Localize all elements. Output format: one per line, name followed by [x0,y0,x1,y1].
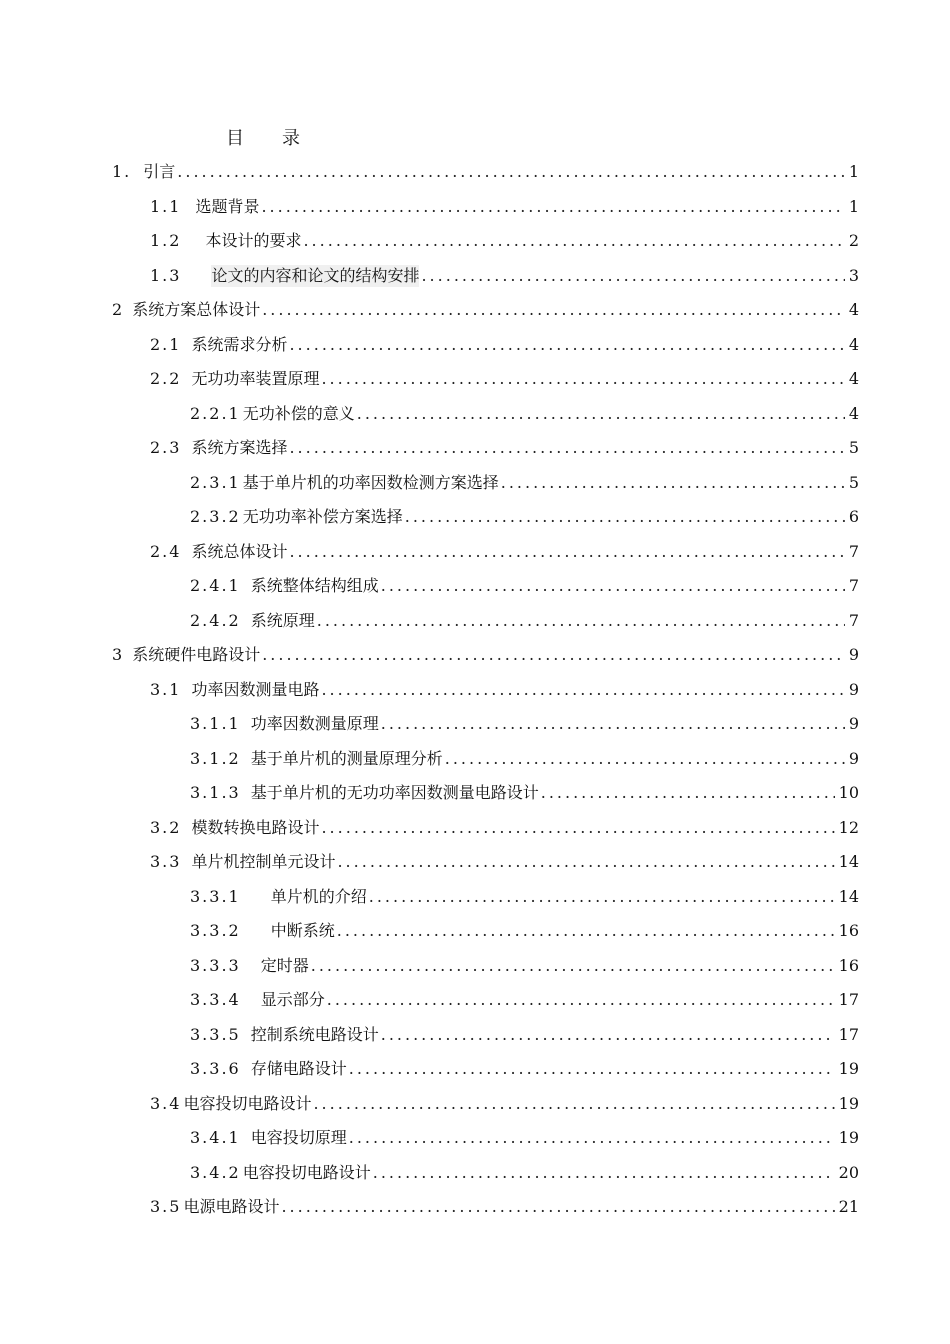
toc-entry-number: 1.2 [150,231,182,250]
toc-entry-page-number: 20 [838,1162,859,1182]
toc-entry-title: 系统需求分析 [191,334,288,354]
dot-leader [321,368,844,390]
toc-entry-number: 3.2 [150,817,182,837]
toc-title-char-2: 录 [282,128,300,149]
dot-leader [445,748,845,770]
toc-entry-page-number: 5 [848,438,859,457]
toc-entry[interactable] [190,610,859,632]
toc-entry-page-number: 14 [838,852,859,871]
toc-entry-page-number: 19 [838,1128,859,1147]
toc-entry-number: 2.4.1 [190,576,241,595]
dot-leader [349,1058,835,1080]
dot-leader [289,437,844,459]
toc-entry-title: 中断系统 [270,921,335,940]
toc-entry-number: 2.3 [150,438,182,457]
toc-entry[interactable] [150,368,859,390]
toc-entry-number: 2 [112,300,125,319]
toc-entry-page-number: 1 [848,196,859,216]
toc-entry-page-number: 17 [838,990,859,1009]
toc-entry[interactable] [190,575,859,597]
toc-entry-page-number: 7 [848,541,859,561]
dot-leader [313,1093,834,1115]
toc-entry-title: 电容投切电路设计 [183,1093,312,1113]
toc-entry-number: 3.3.1 [190,886,241,906]
toc-entry-page-number: 4 [848,334,859,354]
dot-leader [541,782,835,804]
toc-entry-title: 功率因数测量电路 [191,679,320,699]
toc-entry-page-number: 10 [838,783,859,802]
toc-entry-number: 3.3.6 [190,1059,241,1078]
toc-entry-number: 3.4.2 [190,1162,241,1182]
toc-entry[interactable] [190,506,859,528]
dot-leader [337,920,835,942]
dot-leader [303,230,844,252]
toc-entry[interactable] [112,299,859,321]
dot-leader [311,955,835,977]
toc-entry[interactable] [150,851,859,873]
toc-entry-number: 1.1 [150,196,182,216]
toc-entry-number: 3.3 [150,852,182,871]
dot-leader [289,334,844,356]
toc-entry-number: 1.3 [150,265,182,285]
toc-entry[interactable] [190,1024,859,1046]
toc-entry-page-number: 14 [838,886,859,906]
dot-leader [501,472,845,494]
toc-entry-title: 系统方案总体设计 [132,300,261,319]
toc-entry-number: 2.2 [150,369,182,388]
toc-entry-page-number: 9 [848,714,859,733]
toc-entry-number: 2.3.1 [190,472,241,492]
toc-entry[interactable] [190,989,859,1011]
toc-entry-page-number: 19 [838,1059,859,1078]
toc-entry-number: 3 [112,645,125,664]
toc-entry-title: 系统硬件电路设计 [132,645,261,664]
toc-entry[interactable] [150,817,859,839]
toc-entry-page-number: 5 [848,472,859,492]
toc-entry-page-number: 1 [848,162,859,181]
toc-entry-page-number: 9 [848,748,859,768]
toc-entry-number: 3.5 [150,1197,182,1216]
toc-entry-title: 单片机控制单元设计 [191,852,336,871]
toc-entry-title: 系统总体设计 [191,541,288,561]
dot-leader [321,679,844,701]
toc-entry-number: 3.1.1 [190,714,241,733]
dot-leader [349,1127,835,1149]
toc-entry[interactable] [150,265,859,287]
toc-entry-title: 模数转换电路设计 [191,817,320,837]
toc-entry-page-number: 2 [848,231,859,250]
toc-entry-title: 基于单片机的无功功率因数测量电路设计 [250,783,539,802]
dot-leader [381,575,845,597]
dot-leader [321,817,834,839]
toc-entry[interactable] [190,403,859,425]
toc-entry-page-number: 21 [838,1197,859,1216]
dot-leader [381,1024,835,1046]
toc-entry-title: 基于单片机的功率因数检测方案选择 [242,472,499,492]
toc-entry[interactable] [190,1162,859,1184]
toc-entry-title: 无功功率补偿方案选择 [242,507,403,526]
dot-leader [289,541,844,563]
toc-entry-title: 本设计的要求 [205,231,302,250]
toc-entry-title: 论文的内容和论文的结构安排 [211,265,420,285]
toc-entry[interactable] [112,161,859,183]
toc-entry[interactable] [150,679,859,701]
toc-entry[interactable] [150,1093,859,1115]
toc-entry[interactable] [150,334,859,356]
toc-entry-title: 系统方案选择 [191,438,288,457]
toc-entry-page-number: 9 [848,679,859,699]
toc-entry-page-number: 4 [848,300,859,319]
toc-entry-page-number: 12 [838,817,859,837]
toc-entry-number: 3.4.1 [190,1128,241,1147]
toc-entry-page-number: 4 [848,403,859,423]
toc-entry-number: 3.1.3 [190,783,241,802]
toc-entry[interactable] [190,955,859,977]
dot-leader [421,265,844,287]
toc-entry[interactable] [150,230,859,252]
dot-leader [337,851,834,873]
toc-entry[interactable] [190,782,859,804]
toc-entry-number: 1. [112,162,132,181]
dot-leader [405,506,845,528]
toc-entry-number: 3.1.2 [190,748,241,768]
toc-entry-number: 3.4 [150,1093,182,1113]
toc-entry-title: 显示部分 [260,990,325,1009]
toc-entry-number: 3.3.5 [190,1024,241,1044]
toc-title-char-1: 目 [226,128,244,149]
toc-entry-title: 系统原理 [250,610,315,630]
toc-entry-title: 定时器 [260,955,309,975]
toc-entry[interactable] [190,920,859,942]
toc-entry-page-number: 3 [848,265,859,285]
toc-entry[interactable] [150,437,859,459]
toc-entry[interactable] [112,644,859,666]
dot-leader [281,1196,834,1218]
toc-entry-title: 存储电路设计 [250,1059,347,1078]
toc-entry-number: 3.3.2 [190,921,241,940]
toc-entry[interactable] [190,748,859,770]
toc-entry-title: 选题背景 [195,196,260,216]
toc-entry-title: 系统整体结构组成 [250,576,379,595]
toc-entry-number: 3.3.4 [190,990,241,1009]
toc-entry-title: 电容投切电路设计 [242,1162,371,1182]
dot-leader [373,1162,835,1184]
dot-leader [327,989,835,1011]
toc-entry[interactable] [150,541,859,563]
dot-leader [261,196,844,218]
toc-entry-number: 2.4 [150,541,182,561]
toc-entry[interactable] [190,1058,859,1080]
toc-entry-number: 3.1 [150,679,182,699]
toc-entry[interactable] [150,1196,859,1218]
toc-entry-page-number: 9 [848,645,859,664]
toc-entry[interactable] [150,196,859,218]
toc-entry-title: 无功补偿的意义 [242,403,355,423]
toc-entry[interactable] [190,1127,859,1149]
toc-entry-title: 无功功率装置原理 [191,369,320,388]
dot-leader [262,299,845,321]
toc-entry-title: 单片机的介绍 [270,886,367,906]
dot-leader [369,886,835,908]
toc-entry-number: 3.3.3 [190,955,241,975]
toc-entry[interactable] [190,886,859,908]
toc-entry-page-number: 6 [848,507,859,526]
dot-leader [381,713,845,735]
toc-entry-page-number: 7 [848,610,859,630]
toc-entry-title: 控制系统电路设计 [250,1024,379,1044]
toc-entry-title: 电容投切原理 [250,1128,347,1147]
dot-leader [262,644,845,666]
toc-entry-page-number: 16 [838,921,859,940]
toc-entry-title: 基于单片机的测量原理分析 [250,748,443,768]
toc-entry-page-number: 7 [848,576,859,595]
dot-leader [357,403,845,425]
toc-entry-page-number: 17 [838,1024,859,1044]
dot-leader [177,161,845,183]
toc-entry-number: 2.2.1 [190,403,241,423]
toc-entry[interactable] [190,472,859,494]
toc-entry-title: 电源电路设计 [183,1197,280,1216]
dot-leader [317,610,845,632]
toc-entry-title: 功率因数测量原理 [250,714,379,733]
toc-entry-title: 引言 [143,162,176,181]
toc-entry-number: 2.3.2 [190,507,241,526]
toc-entry-number: 2.1 [150,334,182,354]
toc-entry-page-number: 4 [848,369,859,388]
toc-entry-page-number: 19 [838,1093,859,1113]
toc-entry-page-number: 16 [838,955,859,975]
toc-entry[interactable] [190,713,859,735]
toc-entry-number: 2.4.2 [190,610,241,630]
